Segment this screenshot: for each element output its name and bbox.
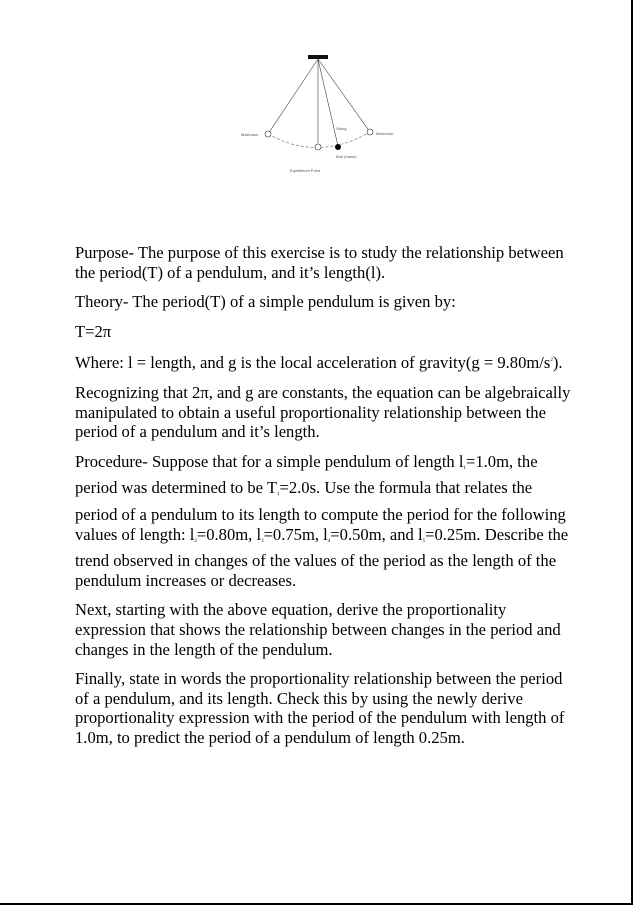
pendulum-diagram xyxy=(230,50,400,190)
procedure-text-1: Procedure- Suppose that for a simple pendulum of length l xyxy=(75,451,464,471)
string-swing xyxy=(318,59,338,146)
period-equation: T=2π xyxy=(75,321,112,341)
procedure-text-2: =1.0m, the period was determined to be T xyxy=(75,451,538,498)
procedure-sub-2: 1 xyxy=(277,492,280,498)
string-right-max xyxy=(318,59,370,132)
next-paragraph: Next, starting with the above equation, derive the proportionality expression that shows the relationship between changes in the period and changes in the length of the pendulum. xyxy=(75,600,561,659)
purpose-paragraph: Purpose- The purpose of this exercise is to study the relationship between the period(T) of a pendulum, and it’s length(l). xyxy=(75,243,564,282)
label-maximum-right: Maximum xyxy=(376,131,394,136)
procedure-text-6: =0.50m, and l xyxy=(330,524,423,544)
string-left-max xyxy=(268,59,318,134)
where-paragraph xyxy=(75,351,575,373)
bob-left-max xyxy=(265,131,271,137)
theory-paragraph: Theory- The period(T) of a simple pendulum is given by: xyxy=(75,292,456,312)
procedure-text-5: =0.75m, l xyxy=(263,524,328,544)
label-equilibrium: Equilibrium Point xyxy=(290,168,321,173)
where-suffix: ). xyxy=(552,353,563,373)
pivot-support xyxy=(308,55,328,59)
procedure-sub-5: 4 xyxy=(327,538,331,544)
bob-right-max xyxy=(367,129,373,135)
procedure-sub-4: 3 xyxy=(261,538,264,544)
procedure-text-7: =0.25m. Describe the trend observed in changes of the values of the period as the length of the pendulum increases or decreases. xyxy=(75,524,569,590)
procedure-sub-1: 1 xyxy=(463,465,466,471)
where-text: Where: l = length, and g is the local acceleration of gravity(g = 9.80m/s xyxy=(75,353,551,373)
procedure-sub-3: 2 xyxy=(194,538,197,544)
bob-equilibrium xyxy=(315,144,321,150)
procedure-paragraph xyxy=(75,452,575,591)
where-exponent: 2 xyxy=(550,358,553,364)
procedure-text-3: =2.0s. Use the formula that relates the period of a pendulum to its length to compute the period for the following values of length: l xyxy=(75,478,566,544)
document-body xyxy=(75,243,575,757)
recognizing-paragraph: Recognizing that 2π, and g are constants, the equation can be algebraically manipulated to obtain a useful proportionality relationship between the period of a pendulum and it’s length. xyxy=(75,382,571,442)
label-bob: Bob (mass) xyxy=(336,154,357,159)
label-maximum-left: Maximum xyxy=(241,132,259,137)
label-string: String xyxy=(336,126,347,131)
bob-mass xyxy=(335,144,341,150)
finally-paragraph: Finally, state in words the proportionality relationship between the period of a pendulum, and its length. Check this by using the newly derive proportionality expression with the period of the pendulum with length of 1.0m, to predict the period of a pendulum of length 0.25m. xyxy=(75,669,565,747)
procedure-sub-6: 5 xyxy=(422,538,426,544)
procedure-text-4: =0.80m, l xyxy=(196,524,262,544)
